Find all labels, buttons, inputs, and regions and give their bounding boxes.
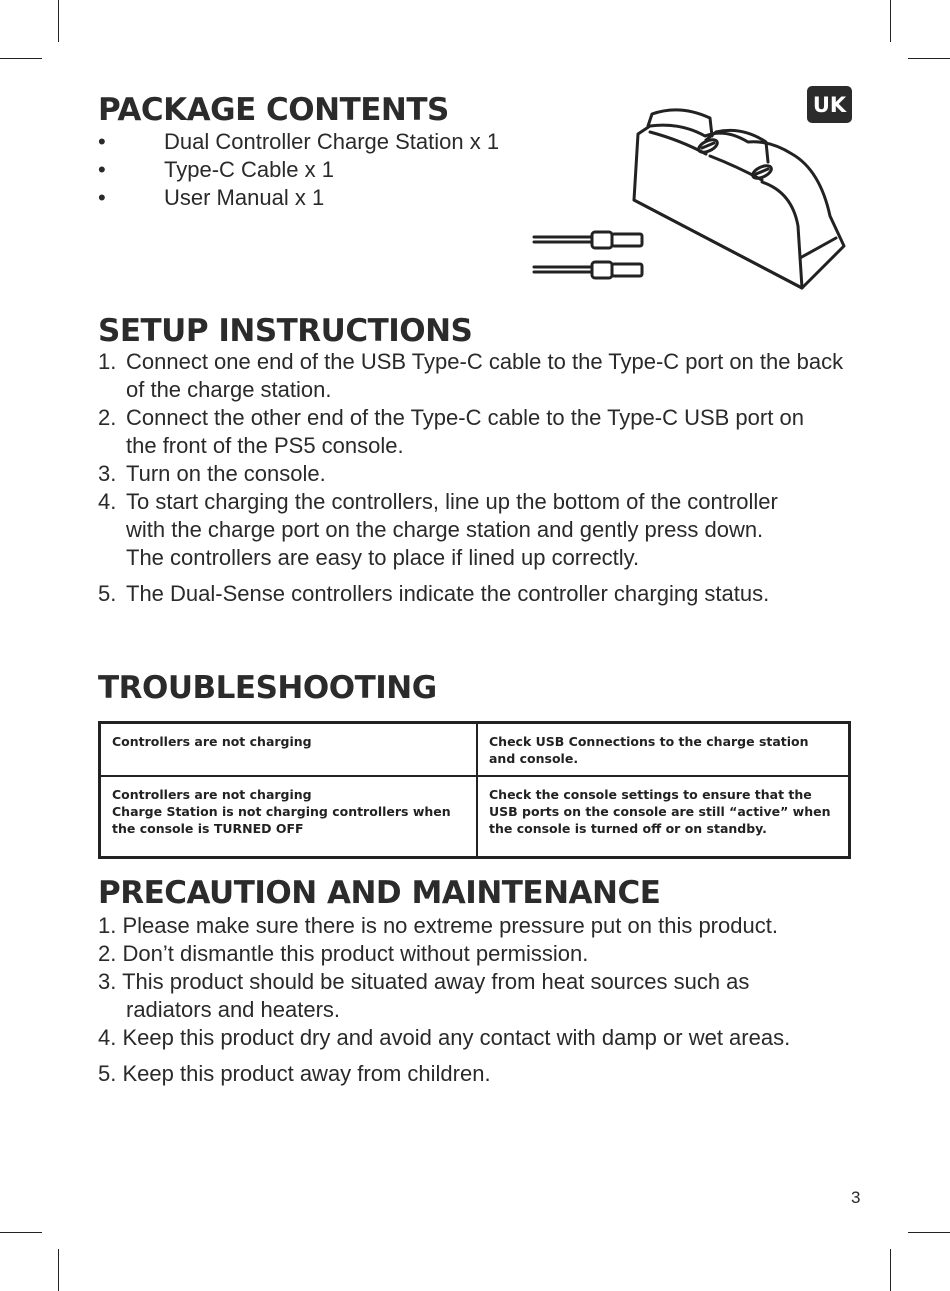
list-item: 4. Keep this product dry and avoid any contact with damp or wet areas. xyxy=(98,1025,791,1050)
solution-cell: Check the console settings to ensure that the USB ports on the console are still “active” when the console is turned off or on standby. xyxy=(477,776,850,858)
list-item: 1. Connect one end of the USB Type-C cable to the Type-C port on the back of the charge station. xyxy=(98,349,844,402)
list-item: 3. Turn on the console. xyxy=(98,461,326,486)
page-number: 3 xyxy=(851,1188,861,1207)
troubleshooting-heading: TROUBLESHOOTING xyxy=(98,670,437,706)
charge-station-illustration xyxy=(530,96,850,296)
list-item: 1. Please make sure there is no extreme pressure put on this product. xyxy=(98,913,778,938)
list-item: • User Manual x 1 xyxy=(98,185,325,210)
setup-instructions-heading: SETUP INSTRUCTIONS xyxy=(98,313,473,349)
crop-mark xyxy=(58,1249,59,1291)
setup-steps-list xyxy=(98,348,858,608)
list-item: 3. This product should be situated away from heat sources such as radiators and heaters. xyxy=(98,969,750,1022)
precaution-list xyxy=(98,912,798,1088)
list-item: 4. To start charging the controllers, line up the bottom of the controller with the charge port on the charge station and gently press down. The controllers are easy to place if lined up correctly. xyxy=(98,489,778,570)
crop-mark xyxy=(0,1232,42,1233)
crop-mark xyxy=(0,58,42,59)
precaution-heading: PRECAUTION AND MAINTENANCE xyxy=(98,875,661,911)
table-row xyxy=(100,776,850,858)
list-item: 5. The Dual-Sense controllers indicate the controller charging status. xyxy=(98,581,770,606)
crop-mark xyxy=(890,0,891,42)
problem-cell: Controllers are not charging Charge Station is not charging controllers when the console is TURNED OFF xyxy=(100,776,478,858)
list-item: 5. Keep this product away from children. xyxy=(98,1061,491,1086)
crop-mark xyxy=(58,0,59,42)
list-item: 2. Don’t dismantle this product without permission. xyxy=(98,941,589,966)
list-item: • Dual Controller Charge Station x 1 xyxy=(98,129,500,154)
region-badge: UK xyxy=(807,86,852,123)
problem-cell: Controllers are not charging xyxy=(100,723,478,777)
table-row xyxy=(100,723,850,777)
crop-mark xyxy=(908,58,950,59)
package-contents-heading: PACKAGE CONTENTS xyxy=(98,92,449,128)
list-item: 2. Connect the other end of the Type-C cable to the Type-C USB port on the front of the PS5 console. xyxy=(98,405,804,458)
crop-mark xyxy=(908,1232,950,1233)
list-item: • Type-C Cable x 1 xyxy=(98,157,334,182)
crop-mark xyxy=(890,1249,891,1291)
troubleshooting-table xyxy=(98,721,851,859)
solution-cell: Check USB Connections to the charge station and console. xyxy=(477,723,850,777)
package-contents-list xyxy=(98,128,499,212)
